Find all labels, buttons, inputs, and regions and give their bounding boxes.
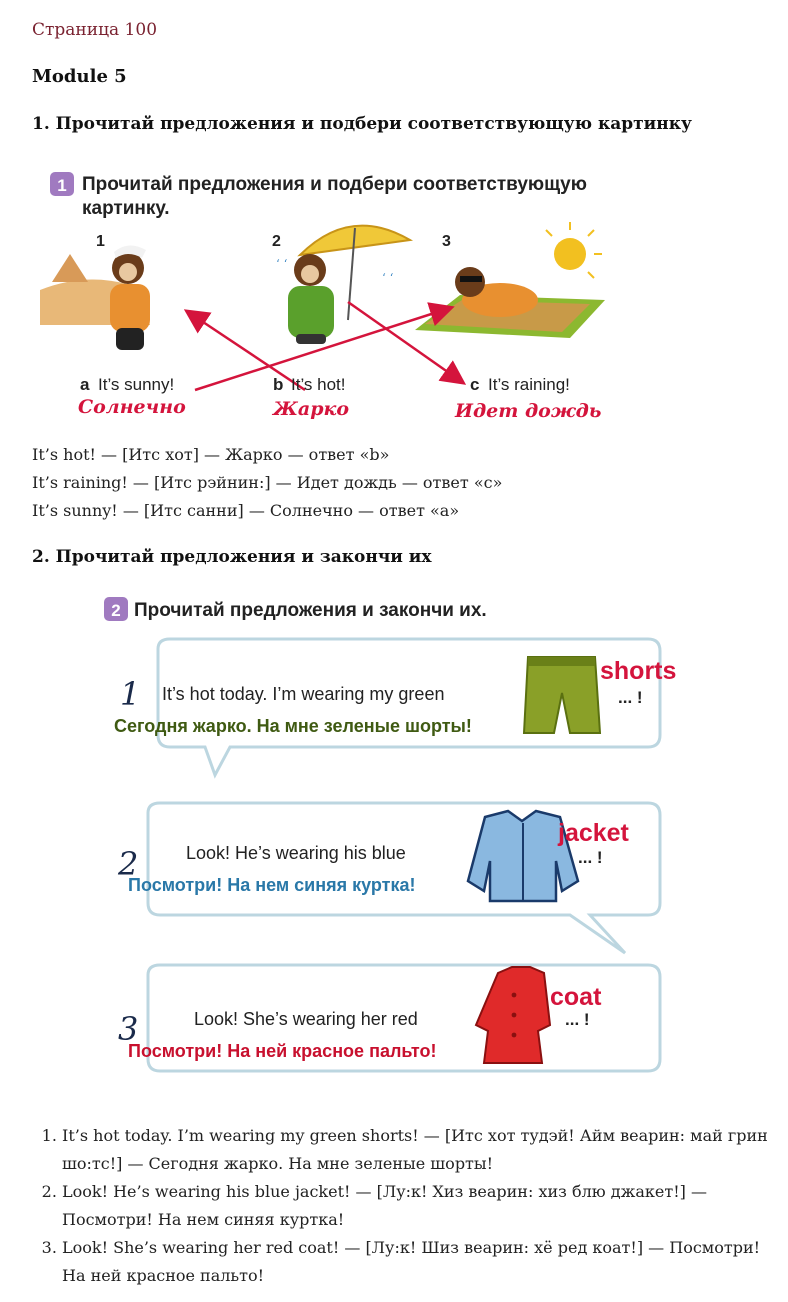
picture-number-1: 1 <box>96 233 105 250</box>
figure-title-line1: Прочитай предложения и подбери соответствующую <box>82 174 587 195</box>
arrow-b-to-1 <box>188 312 305 390</box>
picture-number-3: 3 <box>442 233 451 250</box>
option-c-translation: Идет дождь <box>455 400 602 422</box>
hot-weather-picture <box>40 245 150 350</box>
task2-heading: 2. Прочитай предложения и закончи их <box>32 547 432 567</box>
svg-text:ʻ ʻ: ʻ ʻ <box>276 257 288 271</box>
exercise-badge-number: 1 <box>57 176 67 195</box>
list-item: 3. Look! She’s wearing her red coat! — [Лу:к! Шиз веарин: хё ред коат!] — Посмотри! На ней красное пальто! <box>62 1234 782 1290</box>
exercise-badge-number: 2 <box>111 601 121 620</box>
option-c-letter: c <box>470 375 480 394</box>
task2-figure <box>100 585 700 1085</box>
item-3-translation: Посмотри! На ней красное пальто! <box>128 1041 437 1061</box>
page-label: Страница 100 <box>32 20 158 40</box>
picture-number-2: 2 <box>272 233 281 250</box>
option-c-text: It’s raining! <box>488 375 570 394</box>
item-number-2: 2 <box>118 845 139 883</box>
item-3-word: coat <box>550 983 602 1011</box>
item-1-ellipsis: ... ! <box>618 688 643 707</box>
list-item: 1. It’s hot today. I’m wearing my green shorts! — [Итс хот тудэй! Айм веарин: май грин шо:тс!] — Сегодня жарко. На мне зеленые шорты! <box>62 1122 782 1178</box>
option-b-translation: Жарко <box>273 398 350 420</box>
figure-title-line2: картинку. <box>82 198 170 219</box>
task1-answer-3: It’s sunny! — [Итс санни] — Солнечно — ответ «a» <box>32 501 460 520</box>
option-b-letter: b <box>273 375 284 394</box>
task1-figure <box>30 150 620 430</box>
task1-answer-1: It’s hot! — [Итс хот] — Жарко — ответ «b» <box>32 445 390 464</box>
option-a-text: It’s sunny! <box>98 375 175 394</box>
option-b-text: It’s hot! <box>291 375 346 394</box>
item-number-3: 3 <box>118 1010 139 1048</box>
figure-title: Прочитай предложения и закончи их. <box>134 600 487 621</box>
task2-answers <box>30 1122 782 1290</box>
item-2-translation: Посмотри! На нем синяя куртка! <box>128 875 416 895</box>
item-3-sentence: Look! She’s wearing her red <box>194 1009 418 1029</box>
module-title: Module 5 <box>32 66 127 87</box>
item-number-1: 1 <box>120 675 141 713</box>
item-3-ellipsis: ... ! <box>565 1010 590 1029</box>
task1-heading: 1. Прочитай предложения и подбери соответствующую картинку <box>32 114 692 134</box>
item-1-word: shorts <box>600 657 677 685</box>
option-a-translation: Солнечно <box>78 396 186 418</box>
svg-text:ʻ ʻ: ʻ ʻ <box>382 271 394 285</box>
item-2-ellipsis: ... ! <box>578 848 603 867</box>
task1-answer-2: It’s raining! — [Итс рэйнин:] — Идет дождь — ответ «c» <box>32 473 503 492</box>
item-1-sentence: It’s hot today. I’m wearing my green <box>162 684 445 704</box>
list-item: 2. Look! He’s wearing his blue jacket! — [Лу:к! Хиз веарин: хиз блю джакет!] — Посмотри! На нем синяя куртка! <box>62 1178 782 1234</box>
item-2-sentence: Look! He’s wearing his blue <box>186 843 406 863</box>
item-2-word: jacket <box>558 819 629 847</box>
option-a-letter: a <box>80 375 90 394</box>
item-1-translation: Сегодня жарко. На мне зеленые шорты! <box>114 716 472 736</box>
